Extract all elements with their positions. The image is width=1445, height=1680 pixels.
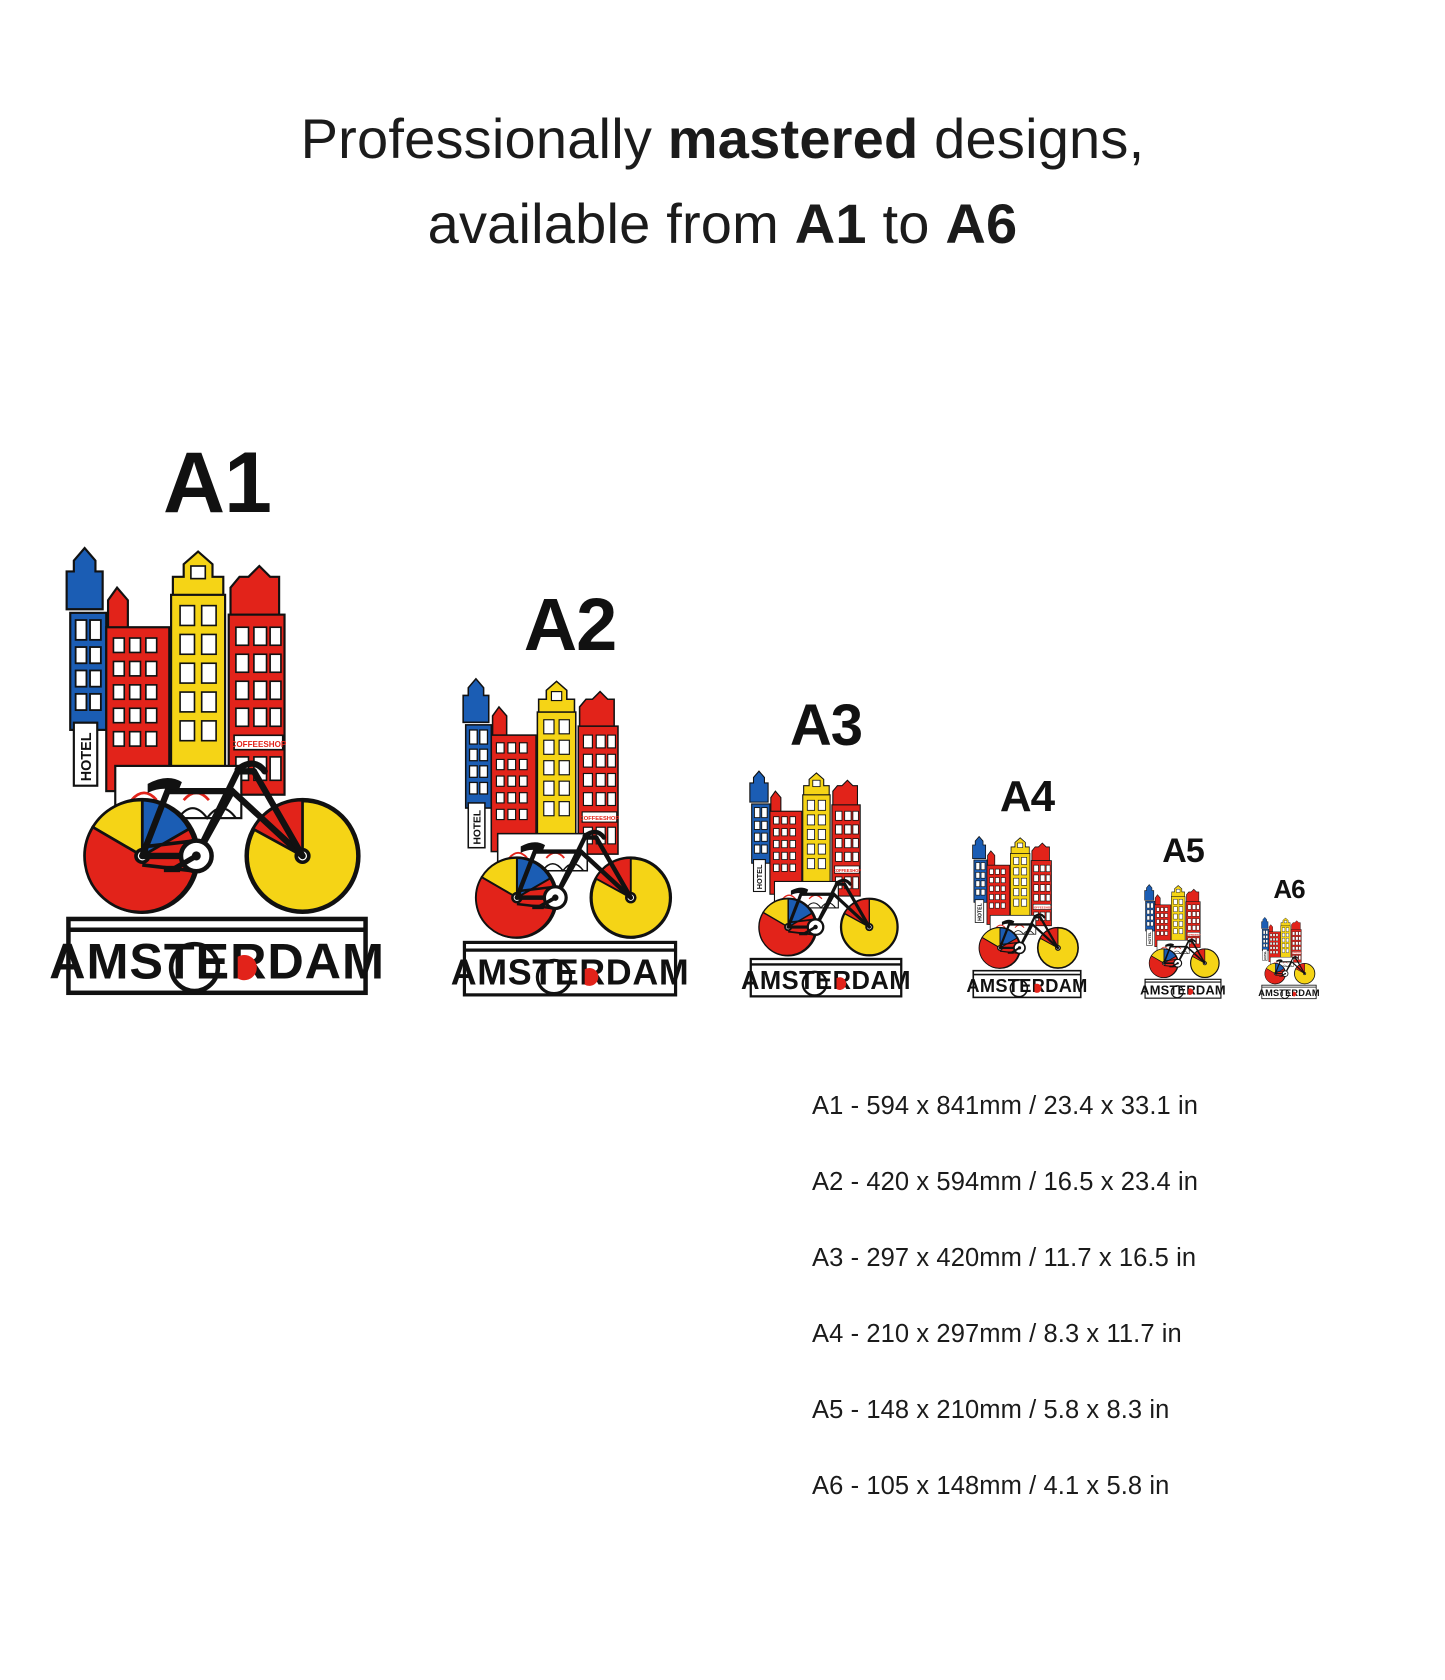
size-line-a6: A6 - 105 x 148mm / 4.1 x 5.8 in [812, 1472, 1170, 1500]
size-line-a3: A3 - 297 x 420mm / 11.7 x 16.5 in [812, 1244, 1197, 1272]
size-line-a5: A5 - 148 x 210mm / 5.8 x 8.3 in [812, 1396, 1170, 1424]
headline-line-1-pre: Professionally [300, 107, 668, 170]
poster-size-comparison-row [0, 380, 1445, 1000]
poster-preview-a4[interactable] [966, 772, 1088, 1000]
size-line-a2: A2 - 420 x 594mm / 16.5 x 23.4 in [812, 1168, 1199, 1196]
amsterdam-bicycle-artwork [966, 830, 1088, 1000]
page-headline [0, 96, 1445, 266]
poster-size-label: A1 [163, 435, 271, 531]
poster-preview-a3[interactable] [740, 693, 912, 1000]
size-line-a1: A1 - 594 x 841mm / 23.4 x 33.1 in [812, 1092, 1199, 1120]
poster-size-label: A5 [1162, 832, 1204, 870]
poster-preview-a2[interactable] [450, 583, 690, 1000]
poster-preview-a5[interactable] [1139, 832, 1227, 1000]
amsterdam-bicycle-artwork [740, 762, 912, 1000]
headline-line-2-mid: to [866, 192, 946, 256]
headline-line-2-bold-a6: A6 [945, 192, 1018, 256]
poster-size-label: A3 [789, 693, 863, 758]
headline-line-2-pre: available from [427, 192, 795, 256]
poster-size-label: A4 [999, 772, 1055, 821]
poster-preview-a1[interactable] [48, 435, 386, 1000]
amsterdam-bicycle-artwork [1258, 914, 1320, 1000]
amsterdam-bicycle-artwork [450, 666, 690, 1000]
headline-line-1-bold: mastered [667, 107, 919, 170]
headline-line-2 [0, 181, 1445, 266]
amsterdam-bicycle-artwork [1139, 880, 1227, 1000]
poster-preview-a6[interactable] [1258, 874, 1320, 1000]
size-specification-list [812, 1092, 1412, 1501]
headline-line-1-post: designs, [918, 107, 1145, 170]
poster-size-label: A2 [523, 583, 617, 666]
headline-line-2-bold-a1: A1 [794, 192, 867, 256]
amsterdam-bicycle-artwork [48, 530, 386, 1000]
headline-line-1 [0, 96, 1445, 181]
poster-size-label: A6 [1273, 874, 1305, 904]
size-line-a4: A4 - 210 x 297mm / 8.3 x 11.7 in [812, 1320, 1182, 1348]
